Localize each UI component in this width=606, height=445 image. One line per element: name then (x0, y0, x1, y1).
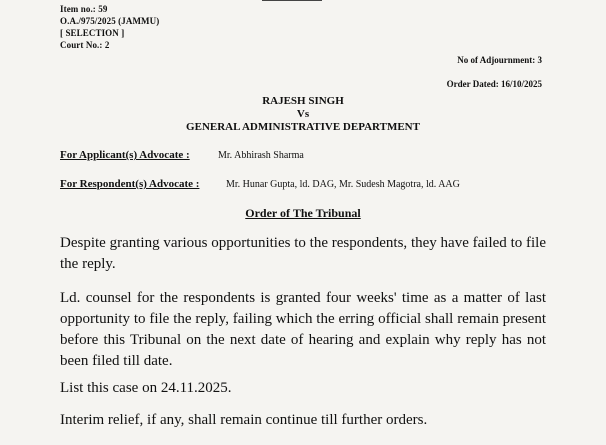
adjournment-count: No of Adjournment: 3 (457, 55, 542, 65)
clipped-top-line (262, 0, 322, 1)
respondent-advocate-row (60, 178, 460, 190)
order-heading: Order of The Tribunal (245, 206, 361, 220)
court-number: Court No.: 2 (60, 40, 110, 50)
oa-number: O.A./975/2025 (JAMMU) (60, 16, 160, 26)
respondent-advocate-value: Mr. Hunar Gupta, ld. DAG, Mr. Sudesh Magotra, ld. AAG (226, 179, 460, 190)
order-paragraph-3: List this case on 24.11.2025. (60, 380, 232, 396)
order-paragraph-2: Ld. counsel for the respondents is granted four weeks' time as a matter of last opportunity to file the reply, failing which the erring official shall remain present before this Tribunal on the next date of hearing and explain why reply has not been filed till date. (60, 290, 546, 369)
applicant-advocate-label: For Applicant(s) Advocate : (60, 149, 190, 161)
item-number: Item no.: 59 (60, 4, 108, 14)
applicant-advocate-value: Mr. Abhirash Sharma (218, 150, 304, 161)
respondent-advocate-label: For Respondent(s) Advocate : (60, 178, 200, 190)
order-date: Order Dated: 16/10/2025 (446, 79, 542, 89)
applicant-name: RAJESH SINGH (262, 95, 344, 107)
order-paragraph-1: Despite granting various opportunities to the respondents, they have failed to file the reply. (60, 235, 546, 272)
category: [ SELECTION ] (60, 28, 125, 38)
order-paragraph-4: Interim relief, if any, shall remain continue till further orders. (60, 412, 428, 428)
applicant-advocate-row (60, 149, 304, 161)
versus: Vs (296, 108, 310, 120)
respondent-name: GENERAL ADMINISTRATIVE DEPARTMENT (186, 121, 420, 133)
